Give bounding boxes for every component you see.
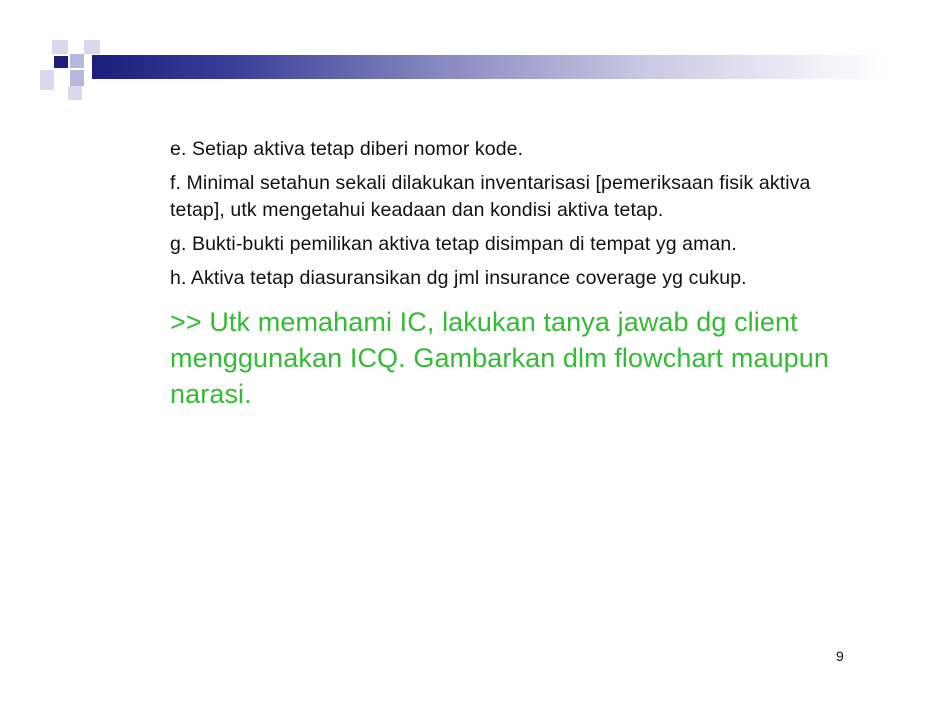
list-item-f: f. Minimal setahun sekali dilakukan inventarisasi [pemeriksaan fisik aktiva tetap], utk mengetahui keadaan dan kondisi aktiva tetap. xyxy=(170,172,811,221)
logo-square-light-bottom xyxy=(68,86,82,100)
list-item-h: h. Aktiva tetap diasuransikan dg jml insurance coverage yg cukup. xyxy=(170,267,747,289)
page-number: 9 xyxy=(836,648,844,664)
logo-square-mid-bottom xyxy=(70,70,84,86)
list-item-g: g. Bukti-bukti pemilikan aktiva tetap disimpan di tempat yg aman. xyxy=(170,233,737,255)
logo-square-dark xyxy=(54,56,68,68)
highlight-note: >> Utk memahami IC, lakukan tanya jawab dg client menggunakan ICQ. Gambarkan dlm flowchart maupun narasi. xyxy=(170,307,830,409)
logo-square-light-top xyxy=(52,40,68,54)
list-item-e: e. Setiap aktiva tetap diberi nomor kode. xyxy=(170,138,524,160)
slide-content xyxy=(170,136,860,419)
logo-square-light-top-right xyxy=(84,40,100,54)
header-gradient-bar xyxy=(92,55,887,79)
logo-square-mid xyxy=(70,54,84,68)
logo-square-light-left xyxy=(40,70,54,90)
